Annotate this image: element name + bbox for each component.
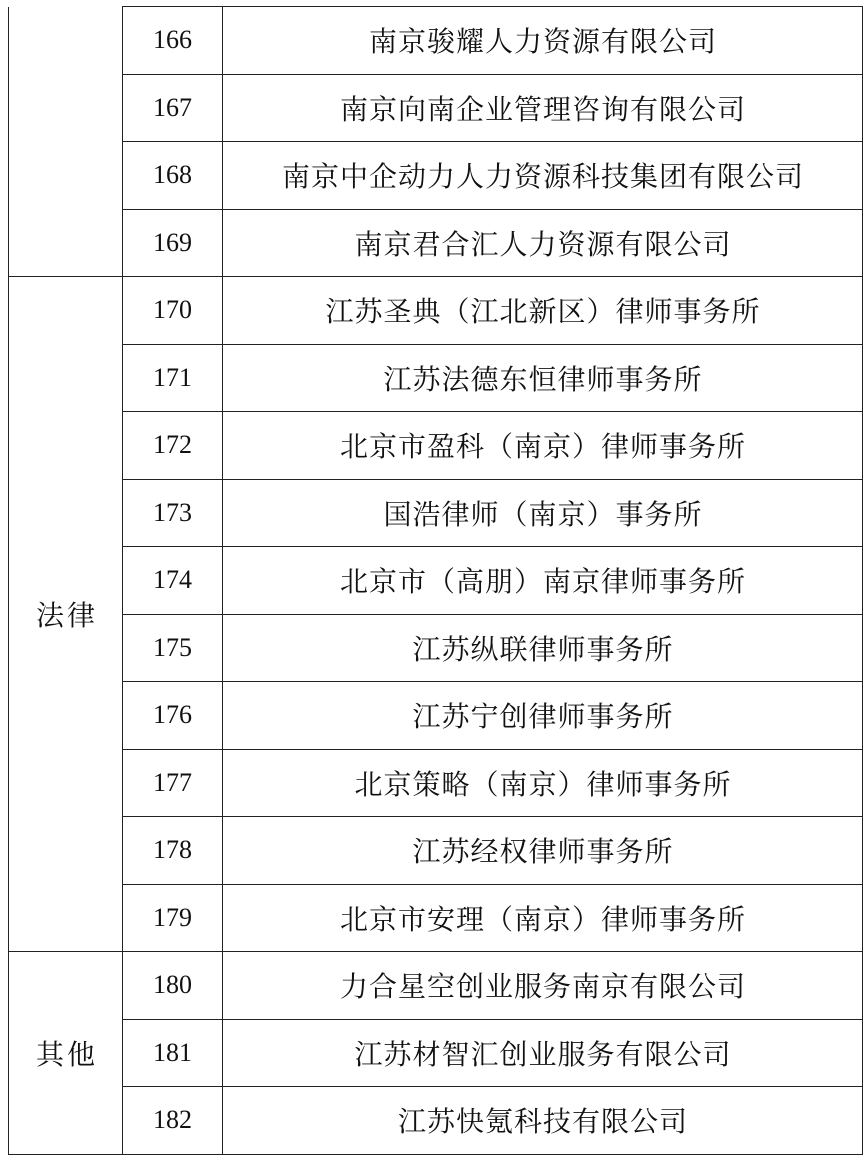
number-cell: 182: [123, 1087, 223, 1155]
table-row: [9, 614, 863, 682]
company-name-cell: 北京市（高朋）南京律师事务所: [223, 547, 863, 615]
company-name-cell: 南京向南企业管理咨询有限公司: [223, 74, 863, 142]
company-name-cell: 江苏圣典（江北新区）律师事务所: [223, 277, 863, 345]
table-row: [9, 74, 863, 142]
table-row: [9, 479, 863, 547]
company-name-cell: 江苏宁创律师事务所: [223, 682, 863, 750]
table-row: [9, 817, 863, 885]
table-row: [9, 547, 863, 615]
company-name-cell: 南京骏耀人力资源有限公司: [223, 7, 863, 75]
table-row: [9, 1019, 863, 1087]
number-cell: 175: [123, 614, 223, 682]
number-cell: 181: [123, 1019, 223, 1087]
number-cell: 172: [123, 412, 223, 480]
number-cell: 169: [123, 209, 223, 277]
table-row: [9, 952, 863, 1020]
company-name-cell: 北京市安理（南京）律师事务所: [223, 884, 863, 952]
table-row: [9, 749, 863, 817]
company-name-cell: 江苏快氪科技有限公司: [223, 1087, 863, 1155]
company-name-cell: 北京策略（南京）律师事务所: [223, 749, 863, 817]
number-cell: 174: [123, 547, 223, 615]
number-cell: 166: [123, 7, 223, 75]
category-cell: 法律: [9, 277, 123, 952]
company-name-cell: 江苏法德东恒律师事务所: [223, 344, 863, 412]
company-name-cell: 力合星空创业服务南京有限公司: [223, 952, 863, 1020]
table-row: [9, 884, 863, 952]
number-cell: 179: [123, 884, 223, 952]
table-row: [9, 277, 863, 345]
number-cell: 176: [123, 682, 223, 750]
company-name-cell: 南京中企动力人力资源科技集团有限公司: [223, 142, 863, 210]
table-row: [9, 682, 863, 750]
number-cell: 178: [123, 817, 223, 885]
table-row: [9, 7, 863, 75]
number-cell: 180: [123, 952, 223, 1020]
organization-list-table: [8, 6, 863, 1155]
table-row: [9, 412, 863, 480]
category-cell: [9, 7, 123, 277]
company-name-cell: 江苏纵联律师事务所: [223, 614, 863, 682]
company-name-cell: 南京君合汇人力资源有限公司: [223, 209, 863, 277]
company-name-cell: 北京市盈科（南京）律师事务所: [223, 412, 863, 480]
company-name-cell: 江苏材智汇创业服务有限公司: [223, 1019, 863, 1087]
company-name-cell: 江苏经权律师事务所: [223, 817, 863, 885]
number-cell: 177: [123, 749, 223, 817]
table-row: [9, 1087, 863, 1155]
number-cell: 167: [123, 74, 223, 142]
number-cell: 173: [123, 479, 223, 547]
company-name-cell: 国浩律师（南京）事务所: [223, 479, 863, 547]
table-row: [9, 344, 863, 412]
number-cell: 171: [123, 344, 223, 412]
table-row: [9, 142, 863, 210]
number-cell: 170: [123, 277, 223, 345]
category-cell: 其他: [9, 952, 123, 1155]
table-row: [9, 209, 863, 277]
number-cell: 168: [123, 142, 223, 210]
